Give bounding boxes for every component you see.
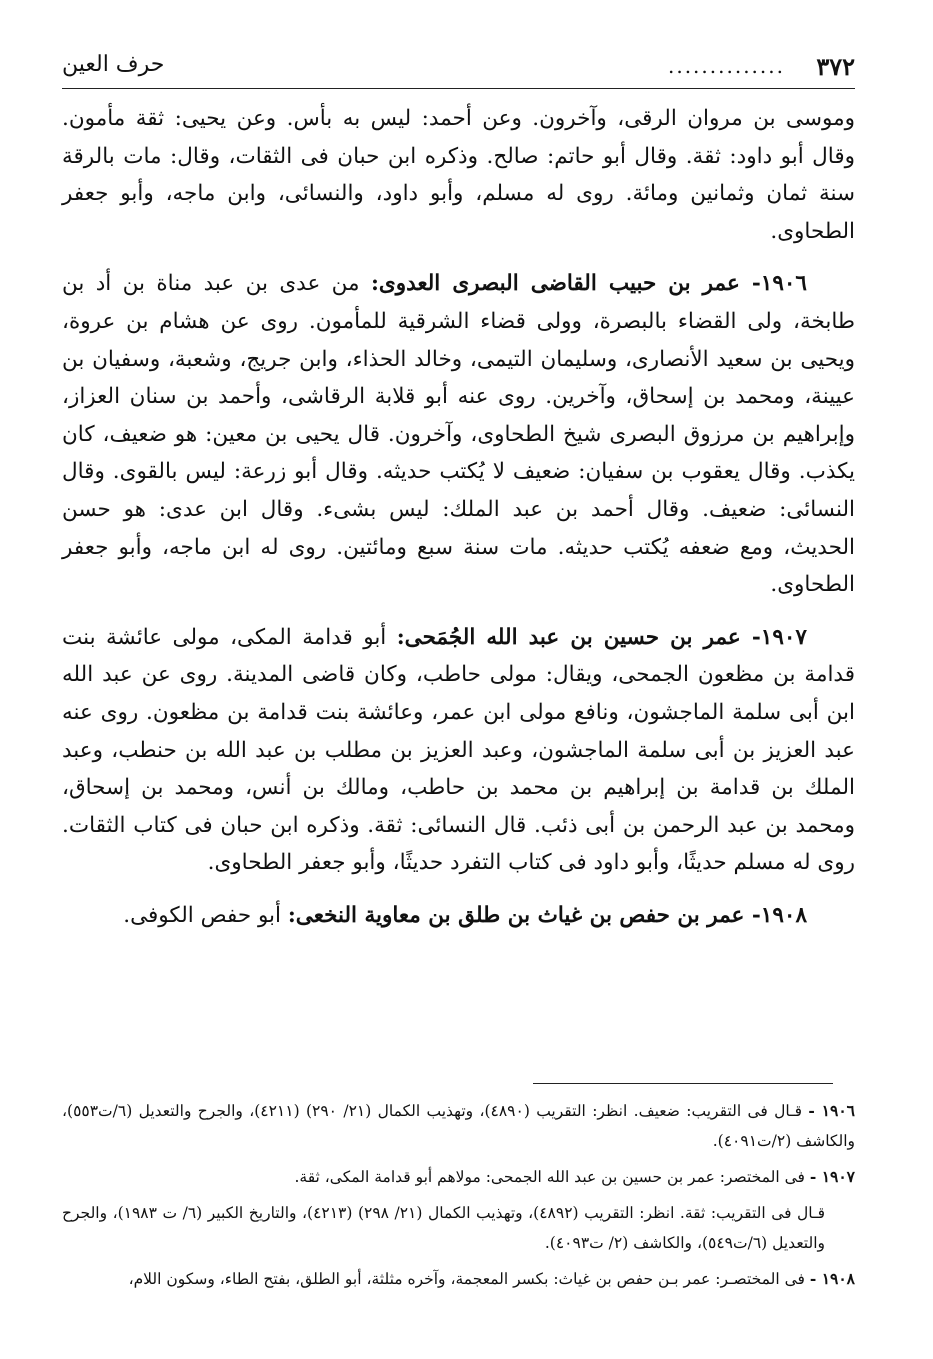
entry-text: من عدى بن عبد مناة بن أد بن طابخة، ولى القضاء بالبصرة، وولى قضاء الشرقية للمأمون. روى عن هشام بن عروة، ويحيى بن سعيد الأنصارى، وسليمان التيمى، وخالد الحذاء، وابن جريج، وشعبة، وسفيان بن عيينة، ومحمد بن إسحاق، وآخرين. روى عنه أبو قلابة الرقاشى، وأحمد بن سنان العزاز، وإبراهيم بن مرزوق البصرى شيخ الطحاوى، وآخرون. قال يحيى بن معين: هو ضعيف، كان يكذب. وقال يعقوب بن سفيان: ضعيف لا يُكتب حديثه. وقال أبو زرعة: ليس بالقوى. وقال النسائى: ضعيف. وقال أحمد بن عبد الملك: ليس بشىء. وقال ابن عدى: هو حسن الحديث، ومع ضعفه يُكتب حديثه. مات سنة سبع ومائتين. روى له ابن ماجه، وأبو جعفر الطحاوى. xyxy=(62,271,855,598)
header-dots: .............. xyxy=(667,54,785,78)
footnote-1907-continued xyxy=(62,1198,855,1258)
footnote-separator xyxy=(533,1083,833,1084)
footnote-1907 xyxy=(62,1162,855,1192)
paragraph-text: وموسى بن مروان الرقى، وآخرون. وعن أحمد: ليس به بأس. وعن يحيى: ثقة مأمون. وقال أبو داود: ثقة. وقال أبو حاتم: صالح. وذكره ابن حبان فى الثقات، وقال: مات بالرقة سنة ثمان وثمانين ومائة. روى له مسلم، وأبو داود، والنسائى، وابن ماجه، وأبو جعفر الطحاوى. xyxy=(62,106,855,244)
footnote-text: قـال فى التقريب: ثقة. انظر: التقريب (٤٨٩٢)، وتهذيب الكمال (٢١/ ٢٩٨) (٤٢١٣)، والتاريخ الكبير (٦/ ت ١٩٨٣)، والجرح والتعديل (٦/ت٥٤٩)، والكاشف (٢/ ت٤٠٩٣). xyxy=(62,1204,825,1252)
entry-number: ١٩٠٧- xyxy=(740,624,807,650)
footnote-1908 xyxy=(62,1264,855,1294)
paragraph-continuation xyxy=(62,100,855,250)
footnote-number: ١٩٠٧ - xyxy=(809,1167,855,1186)
entry-name: عمر بن حسين بن عبد الله الجُمَحى: xyxy=(396,624,741,650)
entry-1906 xyxy=(62,265,855,603)
footnotes xyxy=(62,1096,855,1300)
page-number: ٣٧٢ xyxy=(816,52,855,81)
footnote-number: ١٩٠٦ - xyxy=(808,1101,855,1120)
entry-1908 xyxy=(62,897,855,935)
entry-name: عمر بن حبيب القاضى البصرى العدوى: xyxy=(370,271,740,297)
entry-name: عمر بن حفص بن غياث بن طلق بن معاوية النخعى: xyxy=(287,902,745,928)
footnote-number: ١٩٠٨ - xyxy=(809,1269,855,1288)
footnote-text: قـال فى التقريب: ضعيف. انظر: التقريب (٤٨٩٠)، وتهذيب الكمال (٢١/ ٢٩٠) (٤٢١١)، والجرح والتعديل (٦/ت٥٥٣)، والكاشف (٢/ت٤٠٩١). xyxy=(62,1102,855,1150)
entry-text: أبو حفص الكوفى. xyxy=(123,902,288,928)
entry-text: أبو قدامة المكى، مولى عائشة بنت قدامة بن مظعون الجمحى، ويقال: مولى حاطب، وكان قاضى المدينة. روى عن عبد الله ابن أبى سلمة الماجشون، ونافع مولى ابن عمر، وعائشة بنت قدامة بن مظعون. روى عنه عبد العزيز بن أبى سلمة الماجشون، وعبد العزيز بن مطلب بن عبد الله بن حنطب، وعبد الملك بن قدامة بن إبراهيم بن محمد بن حاطب، ومالك بن أنس، ومحمد بن إسحاق، ومحمد بن عبد الرحمن بن أبى ذئب. قال النسائى: ثقة. وذكره ابن حبان فى كتاب الثقات. روى له مسلم حديثًا، وأبو داود فى كتاب التفرد حديثًا، وأبو جعفر الطحاوى. xyxy=(62,624,855,876)
running-head xyxy=(62,52,855,89)
footnote-text: فى المختصر: عمر بن حسين بن عبد الله الجمحى: مولاهم أبو قدامة المكى، ثقة. xyxy=(294,1168,805,1186)
entry-number: ١٩٠٦- xyxy=(739,271,807,297)
footnote-1906 xyxy=(62,1096,855,1156)
main-text xyxy=(62,100,855,949)
entry-number: ١٩٠٨- xyxy=(744,902,807,928)
chapter-title: حرف العين xyxy=(62,52,165,77)
entry-1907 xyxy=(62,619,855,882)
footnote-text: فى المختصـر: عمر بـن حفص بن غياث: بكسر المعجمة، وآخره مثلثة، أبو الطلق، بفتح الطاء، وسكون اللام، xyxy=(128,1270,805,1288)
